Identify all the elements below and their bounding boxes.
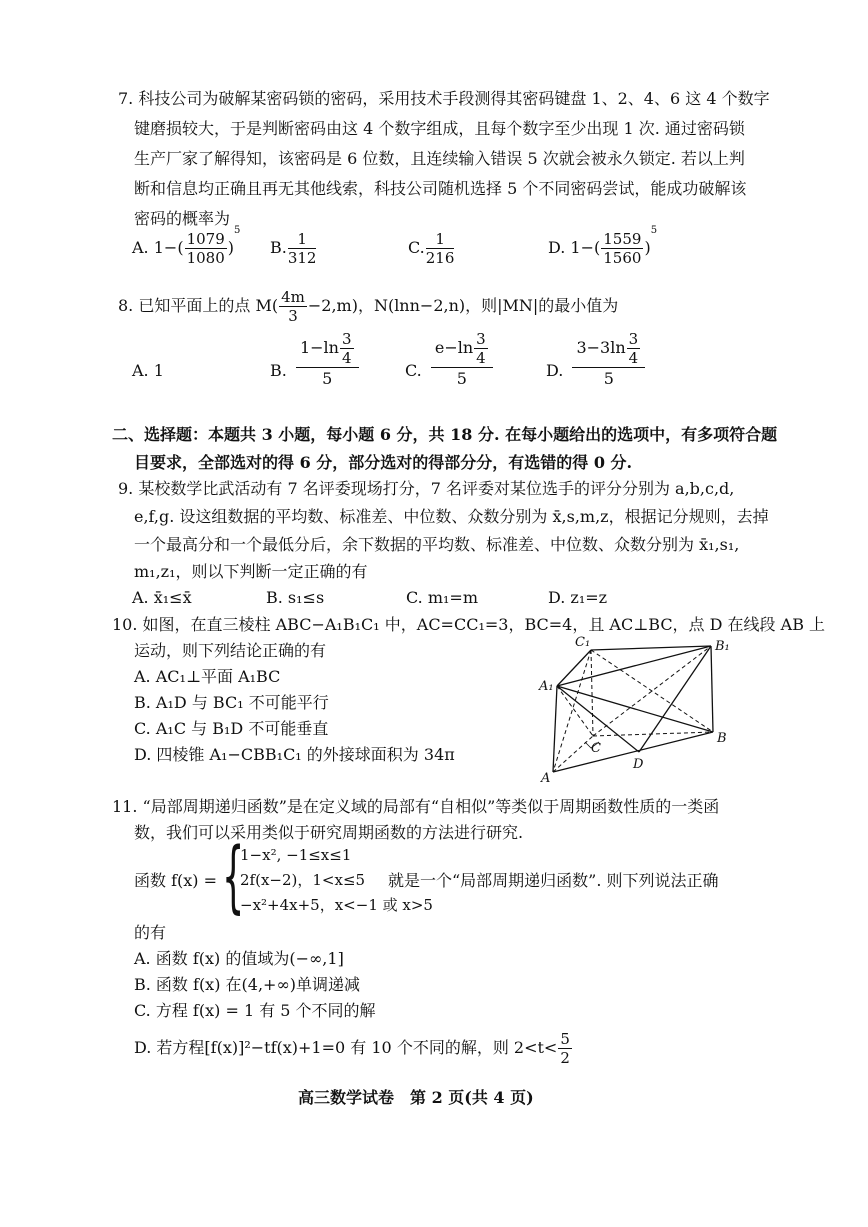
edge-c1-b1 <box>591 646 711 650</box>
q11-piece-1: 1−x², −1≤x≤1 <box>240 846 352 864</box>
edge-c1-c <box>591 650 593 736</box>
q10-option-d: D. 四棱锥 A₁−CBB₁C₁ 的外接球面积为 34π <box>134 745 455 764</box>
q9-line-1: 9. 某校数学比武活动有 7 名评委现场打分，7 名评委对某位选手的评分分别为 a,b,c,d, <box>118 479 735 498</box>
q11-function-suffix: 就是一个“局部周期递归函数”. 则下列说法正确 <box>388 871 719 890</box>
q10-line-2: 运动，则下列结论正确的有 <box>134 641 327 660</box>
label-c: C <box>591 741 601 756</box>
q11-option-c: C. 方程 f(x) = 1 有 5 个不同的解 <box>134 1001 376 1020</box>
q8-option-a: A. 1 <box>132 361 164 380</box>
page-footer: 高三数学试卷 第 2 页(共 4 页) <box>298 1088 534 1107</box>
q11-option-a: A. 函数 f(x) 的值域为(−∞,1] <box>134 949 344 968</box>
label-b1: B₁ <box>715 639 730 654</box>
q9-option-c: C. m₁=m <box>406 588 479 607</box>
edge-a1-c1 <box>557 650 591 686</box>
edge-b1-b <box>711 646 713 732</box>
edge-c1-a <box>553 650 591 772</box>
q7-option-d: D. 1−( $\frac{1559}{1560}$ )$^5$ <box>548 224 658 267</box>
q7-line-2: 键磨损较大，于是判断密码由这 4 个数字组成，且每个数字至少出现 1 次. 通过密码锁 <box>134 119 745 138</box>
edge-c-b <box>593 732 713 736</box>
q11-function-prefix: 函数 f(x) = <box>134 871 218 890</box>
q11-option-d: D. 若方程[f(x)]²−tf(x)+1=0 有 10 个不同的解，则 2<t< $\frac{5}{2}$ <box>134 1030 570 1067</box>
q9-option-d: D. z₁=z <box>548 588 608 607</box>
q8-option-d: D. 3−3ln $\frac{3}{4}$ 5 <box>546 330 645 390</box>
q7-option-c: C. $\frac{1}{216}$ <box>408 230 455 267</box>
q9-line-3: 一个最高分和一个最低分后，余下数据的平均数、标准差、中位数、众数分别为 x̄₁,s₁, <box>134 535 740 554</box>
edge-c1-b <box>591 650 713 732</box>
q7-line-1: 7. 科技公司为破解某密码锁的密码，采用技术手段测得其密码键盘 1、2、4、6 这 4 个数字 <box>118 89 770 108</box>
q11-line-2: 数，我们可以采用类似于研究周期函数的方法进行研究. <box>134 823 524 842</box>
q11-piece-2: 2f(x−2)，1<x≤5 <box>240 871 366 889</box>
q11-option-b: B. 函数 f(x) 在(4,+∞)单调递减 <box>134 975 361 994</box>
q9-option-b: B. s₁≤s <box>266 588 325 607</box>
prism-figure <box>535 632 745 784</box>
q10-option-c: C. A₁C 与 B₁D 不可能垂直 <box>134 719 329 738</box>
q7-line-5: 密码的概率为 <box>134 209 231 228</box>
section2-heading-line-2: 目要求，全部选对的得 6 分，部分选对的得部分分，有选错的得 0 分. <box>134 453 633 472</box>
label-d: D <box>633 757 644 772</box>
q10-line-1: 10. 如图，在直三棱柱 ABC−A₁B₁C₁ 中，AC=CC₁=3，BC=4，且 AC⊥BC，点 D 在线段 AB 上 <box>112 615 826 634</box>
q8-stem: 8. 已知平面上的点 M( $\frac{4m}{3}$ −2,m)，N(lnn−2,n)，则|MN|的最小值为 <box>118 288 619 325</box>
q8-option-b: B. 1−ln $\frac{3}{4}$ 5 <box>270 330 359 390</box>
edge-a1-a <box>553 686 557 772</box>
q9-option-a: A. x̄₁≤x̄ <box>132 588 192 607</box>
label-a1: A₁ <box>539 679 554 694</box>
q9-line-4: m₁,z₁，则以下判断一定正确的有 <box>134 562 368 581</box>
q11-piece-3: −x²+4x+5，x<−1 或 x>5 <box>240 896 433 914</box>
q7-option-b: B. $\frac{1}{312}$ <box>270 230 317 267</box>
q9-line-2: e,f,g. 设这组数据的平均数、标准差、中位数、众数分别为 x̄,s,m,z，根据记分规则，去掉 <box>134 507 769 526</box>
q10-option-b: B. A₁D 与 BC₁ 不可能平行 <box>134 693 329 712</box>
label-a: A <box>541 771 551 784</box>
edge-a1-b <box>557 686 713 732</box>
q7-line-4: 断和信息均正确且再无其他线索，科技公司随机选择 5 个不同密码尝试，能成功破解该 <box>134 179 747 198</box>
section2-heading-line-1: 二、选择题：本题共 3 小题，每小题 6 分，共 18 分. 在每小题给出的选项中，有多项符合题 <box>112 425 778 444</box>
q7-line-3: 生产厂家了解得知，该密码是 6 位数，且连续输入错误 5 次就会被永久锁定. 若以上判 <box>134 149 745 168</box>
q11-line-1: 11. “局部周期递归函数”是在定义域的局部有“自相似”等类似于周期函数性质的一类函 <box>112 797 720 816</box>
q8-option-c: C. e−ln $\frac{3}{4}$ 5 <box>405 330 493 390</box>
label-b: B <box>717 731 727 746</box>
q11-brace: { <box>222 832 245 922</box>
q11-line-end: 的有 <box>134 923 167 942</box>
label-c1: C₁ <box>575 635 591 650</box>
q7-option-a: A. 1−( $\frac{1079}{1080}$ )$^5$ <box>132 224 241 267</box>
q10-option-a: A. AC₁⊥平面 A₁BC <box>134 667 281 686</box>
